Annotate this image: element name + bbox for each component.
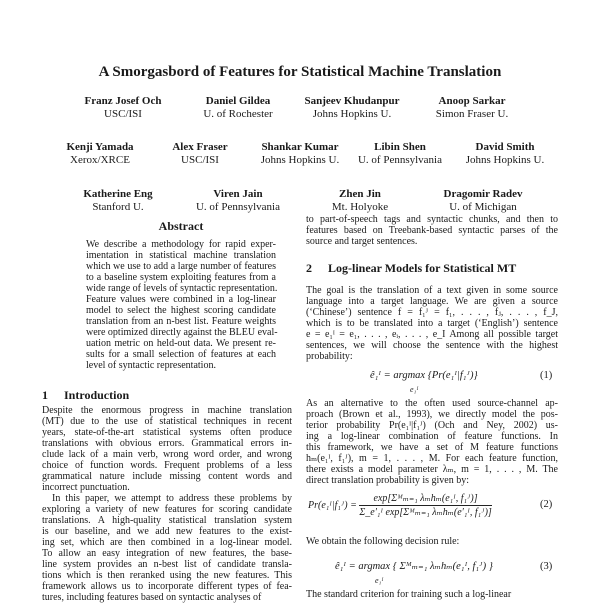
text-line: which is to be translated into a target (‘English’) sentence xyxy=(306,318,558,329)
text-line: this framework, we have a set of M feature functions xyxy=(306,442,558,453)
text-line: (‘Chinese’) sentence f = f₁ᴶ = f₁, . . . , fⱼ, . . . , f_J, xyxy=(306,307,558,318)
author-affiliation: U. of Pennsylvania xyxy=(195,201,280,213)
text-line: hₘ(e₁ᴵ, f₁ᴶ), m = 1, . . . , M. For each feature function, xyxy=(306,453,558,464)
author-name: Shankar Kumar xyxy=(261,141,339,153)
author xyxy=(250,141,350,167)
author-affiliation: Xerox/XRCE xyxy=(70,154,130,166)
text-line: sentences, we will choose the sentence with the highest xyxy=(306,340,558,351)
author-name: Daniel Gildea xyxy=(205,95,271,107)
equation-1-subscript: e₁ᴵ xyxy=(410,385,419,394)
text-line: framework allows us to incorporate different types of fea- xyxy=(42,581,292,592)
text-line: model to select the highest scoring candidate xyxy=(86,305,276,316)
author xyxy=(302,95,402,121)
paragraph: The standard criterion for training such a log-linear xyxy=(306,589,512,600)
author xyxy=(188,188,288,214)
text-line: (MT) due to the use of statistical techniques in recent xyxy=(42,416,292,427)
author-affiliation: U. of Rochester xyxy=(203,108,273,120)
text-line: The goal is the translation of a text given in some source xyxy=(306,285,558,296)
equation-3: ê₁ᴵ = argmax { Σᴹₘ₌₁ λₘhₘ(e₁ᴵ, f₁ᴶ) } xyxy=(335,561,493,572)
author xyxy=(68,188,168,214)
equation-2: Pr(e₁ᴵ|f₁ᴶ) = $\frac{\text{exp[Σᴹₘ₌₁ λₘhₘ(e₁ᴵ, f₁ᴶ)]}}{\text{Σ\_e′₁ᴵ exp[Σᴹₘ₌₁ λₘhₘ(e′₁ᴵ, f₁ᴶ)]}}$ xyxy=(308,493,492,518)
text-line: source and target sentences. xyxy=(306,236,418,247)
author-affiliation: Johns Hopkins U. xyxy=(465,154,545,166)
text-line: We describe a methodology for rapid exper- xyxy=(86,239,276,250)
author-name: Libin Shen xyxy=(374,141,426,153)
author-affiliation: Simon Fraser U. xyxy=(435,108,509,120)
equation-1: ê₁ᴵ = argmax {Pr(e₁ᴵ|f₁ᴶ)} xyxy=(370,370,478,381)
equation-number: (3) xyxy=(540,561,553,572)
author-affiliation: Johns Hopkins U. xyxy=(312,108,392,120)
text-line: were optimized directly against the BLEU eval- xyxy=(86,327,278,338)
equation-3-subscript: e₁ᴵ xyxy=(375,576,384,585)
text-line: grammatical nature include missing content words and xyxy=(42,471,292,482)
text-line: imentation in statistical machine translation xyxy=(86,250,276,261)
text-line: terior probability Pr(e₁ᴵ|f₁ᴶ) (Och and Ney, 2002) us- xyxy=(306,420,558,431)
author-affiliation: Stanford U. xyxy=(92,201,144,213)
text-line: ing set, which are then combined in a log-linear model. xyxy=(42,537,292,548)
paragraph: We obtain the following decision rule: xyxy=(306,536,460,547)
paragraph xyxy=(306,285,558,362)
section-introduction xyxy=(42,405,292,603)
author-affiliation: USC/ISI xyxy=(104,108,142,120)
text-line: translations. A high-quality statistical translation system xyxy=(42,515,292,526)
author xyxy=(422,95,522,121)
author-affiliation: U. of Pennsylvania xyxy=(357,154,442,166)
text-line: wide range of levels of syntactic representation. xyxy=(86,283,278,294)
text-line: translation from an n-best list. Feature weights xyxy=(86,316,276,327)
paragraph xyxy=(306,214,558,247)
text-line: years, state-of-the-art statistical systems often produce xyxy=(42,427,292,438)
author xyxy=(455,141,555,167)
text-line: ing a log-linear combination of feature functions. In xyxy=(306,431,558,442)
author-name: Katherine Eng xyxy=(83,188,153,200)
text-line: language into a target language. We are given a source xyxy=(306,296,558,307)
author xyxy=(150,141,250,167)
author-name: Sanjeev Khudanpur xyxy=(304,95,400,107)
text-line: exploring a variety of new features for scoring candidate xyxy=(42,504,292,515)
text-line: In this paper, we attempt to address these problems by xyxy=(52,493,292,504)
text-line: e = e₁ᴵ = e₁, . . . , eᵢ, . . . , e_I Among all possible target xyxy=(306,329,558,340)
equation-number: (2) xyxy=(540,499,553,510)
text-line: uation metric on held-out data. We present re- xyxy=(86,338,276,349)
text-line: tions which is then reranked using the new features. This xyxy=(42,570,292,581)
author-name: Kenji Yamada xyxy=(66,141,134,153)
text-line: To allow an easy integration of new features, the base- xyxy=(42,548,292,559)
text-line: proach (Brown et al., 1993), we directly model the pos- xyxy=(306,409,558,420)
section-heading-log-linear: 2 Log-linear Models for Statistical MT xyxy=(306,261,517,275)
text-line: is our baseline, and we add new features to the exist- xyxy=(42,526,292,537)
author-name: Viren Jain xyxy=(213,188,263,200)
author-name: Anoop Sarkar xyxy=(438,95,506,107)
author xyxy=(310,188,410,214)
text-line: clude lack of a main verb, wrong word order, and wrong xyxy=(42,449,292,460)
text-line: which we use to add a large number of features xyxy=(86,261,276,272)
text-line: features based on Treebank-based syntactic parses of the xyxy=(306,225,558,236)
text-line: sults for a small selection of features at each xyxy=(86,349,276,360)
text-line: level of syntactic representation. xyxy=(86,360,216,371)
text-line: there exists a model parameter λₘ, m = 1, . . . , M. The xyxy=(306,464,558,475)
author-affiliation: Mt. Holyoke xyxy=(331,201,389,213)
text-line: to a baseline system exploiting features from a xyxy=(86,272,276,283)
text-line: to part-of-speech tags and syntactic chunks, and then to xyxy=(306,214,558,225)
author xyxy=(350,141,450,167)
abstract-heading: Abstract xyxy=(158,219,204,233)
paper-title: A Smorgasbord of Features for Statistical Machine Translation xyxy=(98,64,502,80)
text-line: Feature values were combined in a log-linear xyxy=(86,294,276,305)
paragraph xyxy=(306,398,558,486)
author xyxy=(433,188,533,214)
text-line: tures, including features based on syntactic analyses of xyxy=(42,592,262,603)
author xyxy=(188,95,288,121)
author-affiliation: U. of Michigan xyxy=(449,201,517,213)
text-line: probability: xyxy=(306,351,353,362)
author-name: Zhen Jin xyxy=(339,188,381,200)
abstract xyxy=(86,239,276,371)
author-name: Dragomir Radev xyxy=(443,188,523,200)
text-line: direct translation probability is given by: xyxy=(306,475,470,486)
text-line: As an alternative to the often used source-channel ap- xyxy=(306,398,558,409)
text-line: Despite the enormous progress in machine translation xyxy=(42,405,292,416)
author-affiliation: Johns Hopkins U. xyxy=(260,154,340,166)
text-line: incorrect punctuation. xyxy=(42,482,130,493)
text-line: translations with obvious errors. Grammatical errors in- xyxy=(42,438,292,449)
section-heading-introduction: 1 Introduction xyxy=(42,388,130,402)
equation-number: (1) xyxy=(540,370,553,381)
author xyxy=(50,141,150,167)
author-name: Franz Josef Och xyxy=(84,95,162,107)
author-name: David Smith xyxy=(475,141,535,153)
text-line: line system provides an n-best list of candidate transla- xyxy=(42,559,292,570)
author xyxy=(73,95,173,121)
text-line: choice of function words. Frequent problems of a less xyxy=(42,460,292,471)
author-name: Alex Fraser xyxy=(172,141,228,153)
author-affiliation: USC/ISI xyxy=(181,154,219,166)
